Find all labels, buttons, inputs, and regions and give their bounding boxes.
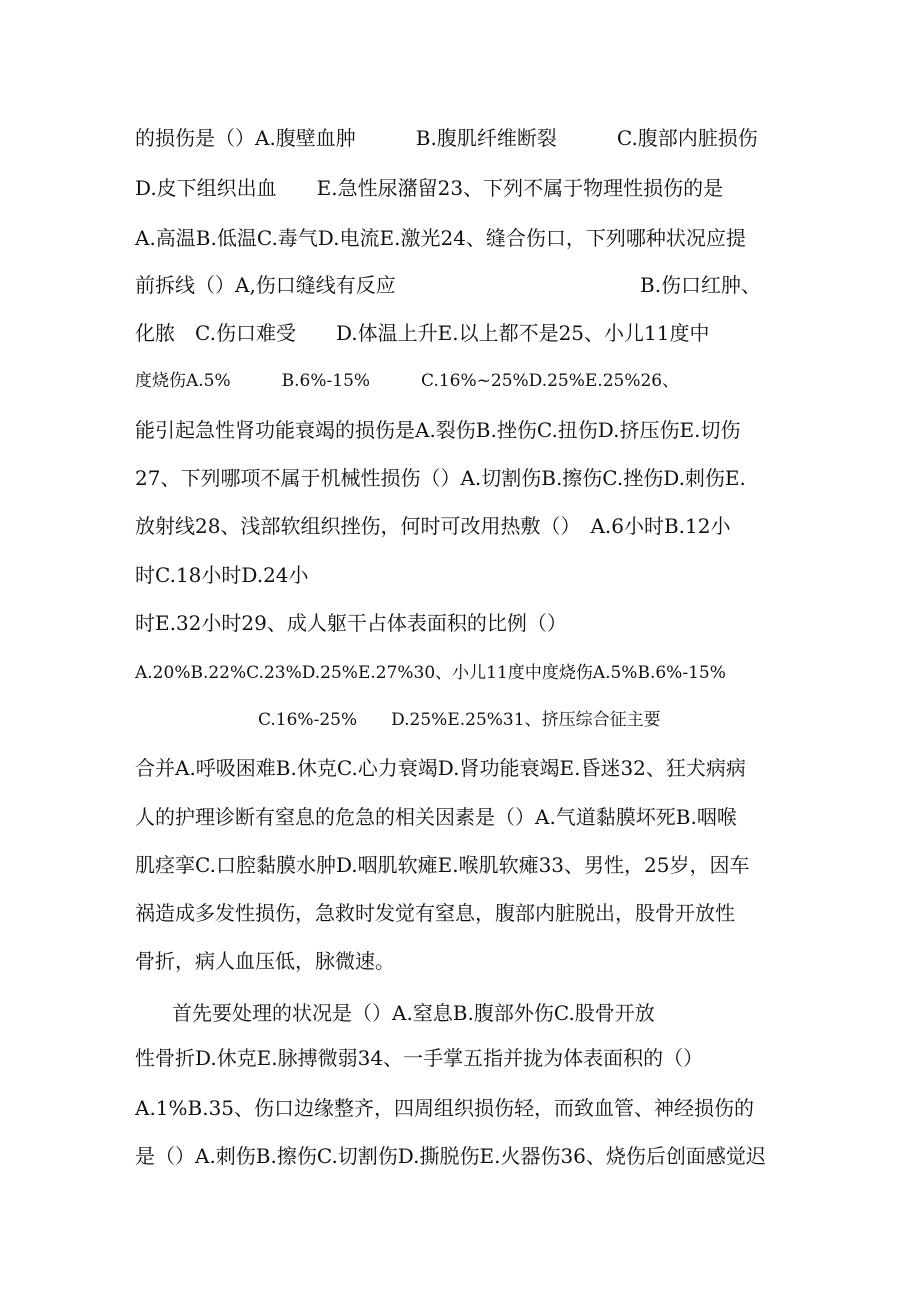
- text-line-11: 时E.32小时29、成人躯干占体表面积的比例（）: [135, 611, 567, 635]
- text-line-19: 首先要处理的状况是（）A.窒息B.腹部外伤C.股骨开放: [172, 1001, 655, 1025]
- text-line-15: 人的护理诊断有窒息的危急的相关因素是（）A.气道黏膜坏死B.咽喉: [135, 805, 737, 829]
- text-line-4b: B.伤口红肿、: [640, 273, 762, 297]
- text-line-13: C.16%-25% D.25%E.25%31、挤压综合征主要: [258, 710, 661, 730]
- text-line-6: 度烧伤A.5% B.6%-15% C.16%~25%D.25%E.25%26、: [135, 371, 680, 391]
- text-line-1: 的损伤是（）A.腹壁血肿 B.腹肌纤维断裂 C.腹部内脏损伤: [135, 126, 758, 150]
- text-line-12: A.20%B.22%C.23%D.25%E.27%30、小儿11度中度烧伤A.5%B.6%-15%: [135, 663, 726, 683]
- text-line-4: 前拆线（）A,伤口缝线有反应: [135, 273, 396, 297]
- text-line-16: 肌痉挛C.口腔黏膜水肿D.咽肌软瘫E.喉肌软瘫33、男性，25岁，因车: [135, 853, 750, 877]
- text-line-5: 化脓 C.伤口难受 D.体温上升E.以上都不是25、小儿11度中: [135, 321, 710, 345]
- text-line-17: 祸造成多发性损伤，急救时发觉有窒息，腹部内脏脱出，股骨开放性: [135, 901, 735, 925]
- text-line-2: D.皮下组织出血 E.急性尿潴留23、下列不属于物理性损伤的是: [135, 176, 724, 200]
- text-line-8: 27、下列哪项不属于机械性损伤（）A.切割伤B.擦伤C.挫伤D.刺伤E.: [135, 466, 746, 490]
- text-line-3: A.高温B.低温C.毒气D.电流E.激光24、缝合伤口，下列哪种状况应提: [135, 226, 746, 250]
- text-line-14: 合并A.呼吸困难B.休克C.心力衰竭D.肾功能衰竭E.昏迷32、狂犬病病: [135, 756, 746, 780]
- text-line-20: 性骨折D.休克E.脉搏微弱34、一手掌五指并拢为体表面积的（）: [135, 1046, 704, 1070]
- text-line-18: 骨折，病人血压低，脉微速。: [135, 949, 395, 973]
- text-line-9: 放射线28、浅部软组织挫伤，何时可改用热敷（） A.6小时B.12小: [135, 514, 731, 538]
- text-line-7: 能引起急性肾功能衰竭的损伤是A.裂伤B.挫伤C.扭伤D.挤压伤E.切伤: [135, 418, 741, 442]
- text-line-21: A.1%B.35、伤口边缘整齐，四周组织损伤轻，而致血管、神经损伤的: [135, 1096, 755, 1120]
- text-line-22: 是（）A.刺伤B.擦伤C.切割伤D.撕脱伤E.火器伤36、烧伤后创面感觉迟: [135, 1144, 766, 1168]
- text-line-10: 时C.18小时D.24小: [135, 563, 309, 587]
